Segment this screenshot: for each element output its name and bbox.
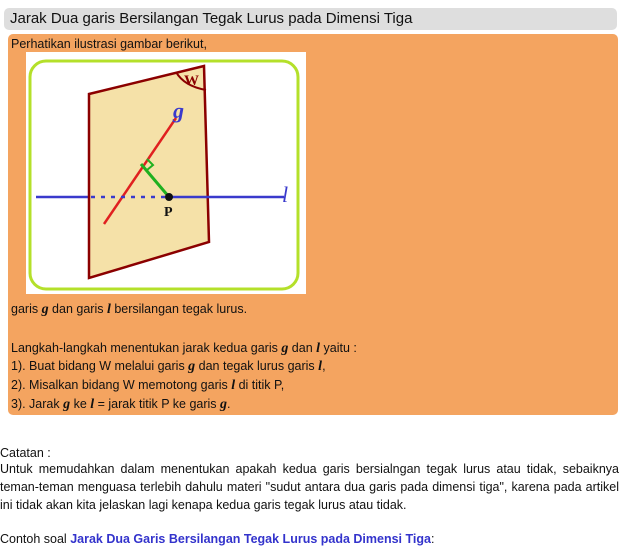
plane-label: W <box>184 73 199 89</box>
point-p <box>165 193 173 201</box>
example-link[interactable]: Jarak Dua Garis Bersilangan Tegak Lurus pada Dimensi Tiga <box>70 532 431 546</box>
line-g-label: g <box>173 98 184 123</box>
steps-heading: Langkah-langkah menentukan jarak kedua garis g dan l yaitu : <box>11 341 357 356</box>
statement: garis g dan garis l bersilangan tegak lurus. <box>11 302 248 317</box>
page-title: Jarak Dua garis Bersilangan Tegak Lurus pada Dimensi Tiga <box>10 10 413 27</box>
notes-heading: Catatan : <box>0 446 51 460</box>
illustration-svg <box>26 52 306 294</box>
illustration <box>26 52 306 294</box>
notes-body: Untuk memudahkan dalam menentukan apakah kedua garis bersialngan tegak lurus atau tidak, sebaiknya teman-teman menguasa terlebih dahulu materi "sudut antara dua garis pada dimensi tiga", karena pada artikel ini tidak akan kita jelaskan lagi kenapa kedua garis tegak lurus atau tidak. <box>0 462 619 512</box>
point-label: P <box>164 205 173 220</box>
line-l-label: l <box>282 182 289 207</box>
intro-text: Perhatikan ilustrasi gambar berikut, <box>11 37 207 51</box>
title-bar <box>4 8 617 30</box>
example-line: Contoh soal Jarak Dua Garis Bersilangan Tegak Lurus pada Dimensi Tiga: <box>0 532 435 546</box>
step-2: 2). Misalkan bidang W memotong garis l di titik P, <box>11 378 285 393</box>
step-3: 3). Jarak g ke l = jarak titik P ke garis g. <box>11 397 231 412</box>
notes-section <box>0 446 619 546</box>
step-1: 1). Buat bidang W melalui garis g dan tegak lurus garis l, <box>11 359 326 374</box>
explanation-box <box>8 34 618 415</box>
